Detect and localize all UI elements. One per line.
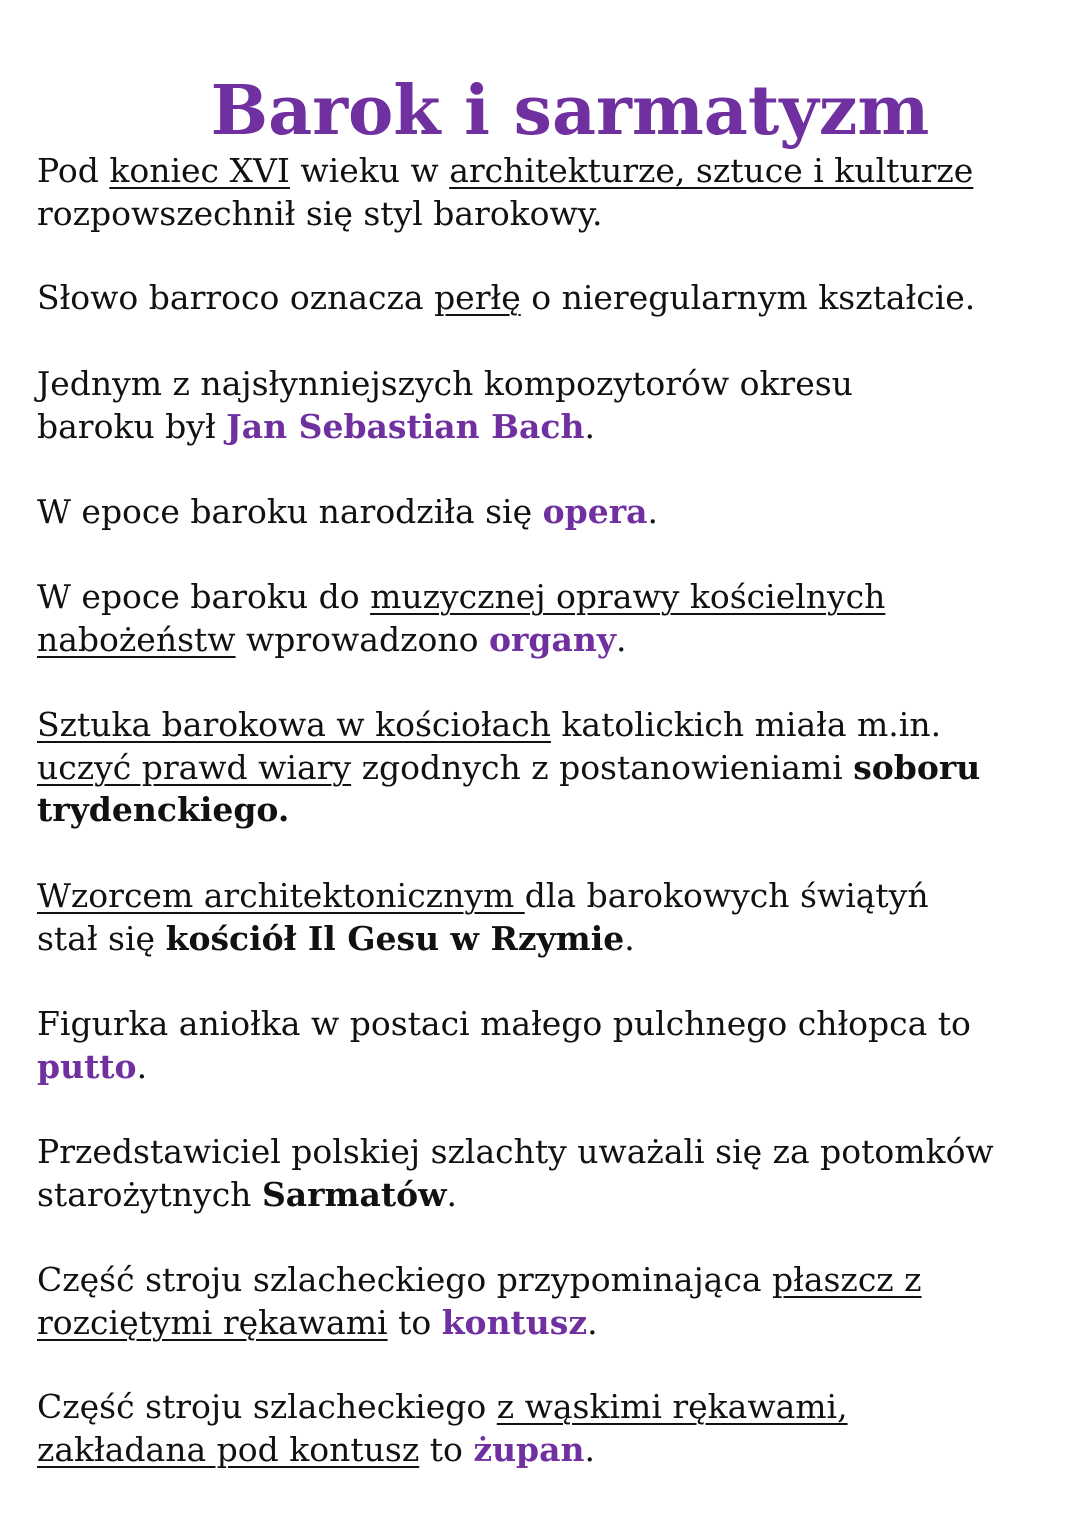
- page-title: Barok i sarmatyzm: [210, 71, 930, 151]
- paragraph-barroco-meaning: [37, 277, 1077, 320]
- underlined-phrase: architekturze, sztuce i kulturze: [449, 151, 974, 190]
- text-line: Część stroju szlacheckiego przypominająca płaszcz z: [37, 1260, 922, 1299]
- highlighted-term: kontusz: [441, 1302, 588, 1342]
- text-line: Jednym z najsłynniejszych kompozytorów okresu: [37, 364, 853, 403]
- text-line: W epoce baroku do muzycznej oprawy kościelnych: [37, 577, 886, 616]
- underlined-phrase: z wąskimi rękawami,: [496, 1387, 848, 1426]
- text-line: zakładana pod kontusz to żupan.: [37, 1429, 596, 1469]
- underlined-phrase: nabożeństw: [37, 619, 236, 659]
- paragraph-composer: [37, 363, 1077, 448]
- text-line: W epoce baroku narodziła się opera.: [37, 492, 658, 531]
- underlined-phrase: muzycznej oprawy kościelnych: [370, 577, 886, 616]
- underlined-phrase: Sztuka barokowa w kościołach: [37, 705, 551, 744]
- text-line: [37, 789, 1077, 832]
- paragraph-kontusz: [37, 1259, 1077, 1344]
- text-line: nabożeństw wprowadzono organy.: [37, 619, 627, 659]
- text-line: uczyć prawd wiary zgodnych z postanowieniami soboru: [37, 747, 981, 787]
- underlined-phrase: płaszcz z: [772, 1260, 922, 1299]
- paragraph-architecture: [37, 875, 1077, 960]
- highlighted-term: putto: [37, 1046, 137, 1086]
- text-line: stał się kościół Il Gesu w Rzymie.: [37, 918, 635, 958]
- underlined-phrase: perłę: [434, 278, 521, 317]
- paragraph-sarmatians: [37, 1131, 1077, 1216]
- paragraph-organs: [37, 576, 1077, 661]
- text-line: Sztuka barokowa w kościołach katolickich miała m.in.: [37, 705, 942, 744]
- text-line: Część stroju szlacheckiego z wąskimi rękawami,: [37, 1387, 848, 1426]
- bold-term: soboru: [853, 747, 981, 787]
- underlined-phrase: koniec XVI: [109, 151, 290, 190]
- underlined-phrase: rozciętymi rękawami: [37, 1302, 388, 1342]
- text-line: Figurka aniołka w postaci małego pulchnego chłopca to: [37, 1004, 971, 1043]
- underlined-phrase: uczyć prawd wiary: [37, 747, 352, 787]
- text-line: Przedstawiciel polskiej szlachty uważali się za potomków: [37, 1132, 994, 1171]
- text-line: rozciętymi rękawami to kontusz.: [37, 1302, 598, 1342]
- paragraph-baroque-art: [37, 704, 1077, 832]
- text-line: Słowo barroco oznacza perłę o nieregularnym kształcie.: [37, 278, 976, 317]
- bold-term: Sarmatów: [261, 1174, 447, 1214]
- text-line: baroku był Jan Sebastian Bach.: [37, 406, 595, 446]
- highlighted-term: Jan Sebastian Bach: [226, 406, 585, 446]
- highlighted-term: żupan: [473, 1429, 585, 1469]
- text-line: Wzorcem architektonicznym dla barokowych świątyń: [37, 876, 929, 915]
- underlined-phrase: zakładana pod kontusz: [37, 1429, 420, 1469]
- paragraph-opera: [37, 491, 1077, 534]
- text-line: rozpowszechnił się styl barokowy.: [37, 193, 603, 233]
- paragraph-barok-origin: [37, 150, 1077, 235]
- underlined-phrase: Wzorcem architektonicznym: [37, 876, 525, 915]
- paragraph-zupan: [37, 1386, 1077, 1471]
- bold-term: trydenckiego.: [37, 790, 290, 829]
- text-line: Pod koniec XVI wieku w architekturze, sztuce i kulturze: [37, 151, 974, 190]
- text-line: starożytnych Sarmatów.: [37, 1174, 457, 1214]
- text-line: putto.: [37, 1046, 148, 1086]
- paragraph-putto: [37, 1003, 1077, 1088]
- highlighted-term: organy: [488, 619, 616, 659]
- bold-term: kościół Il Gesu w Rzymie: [165, 918, 625, 958]
- highlighted-term: opera: [542, 492, 648, 531]
